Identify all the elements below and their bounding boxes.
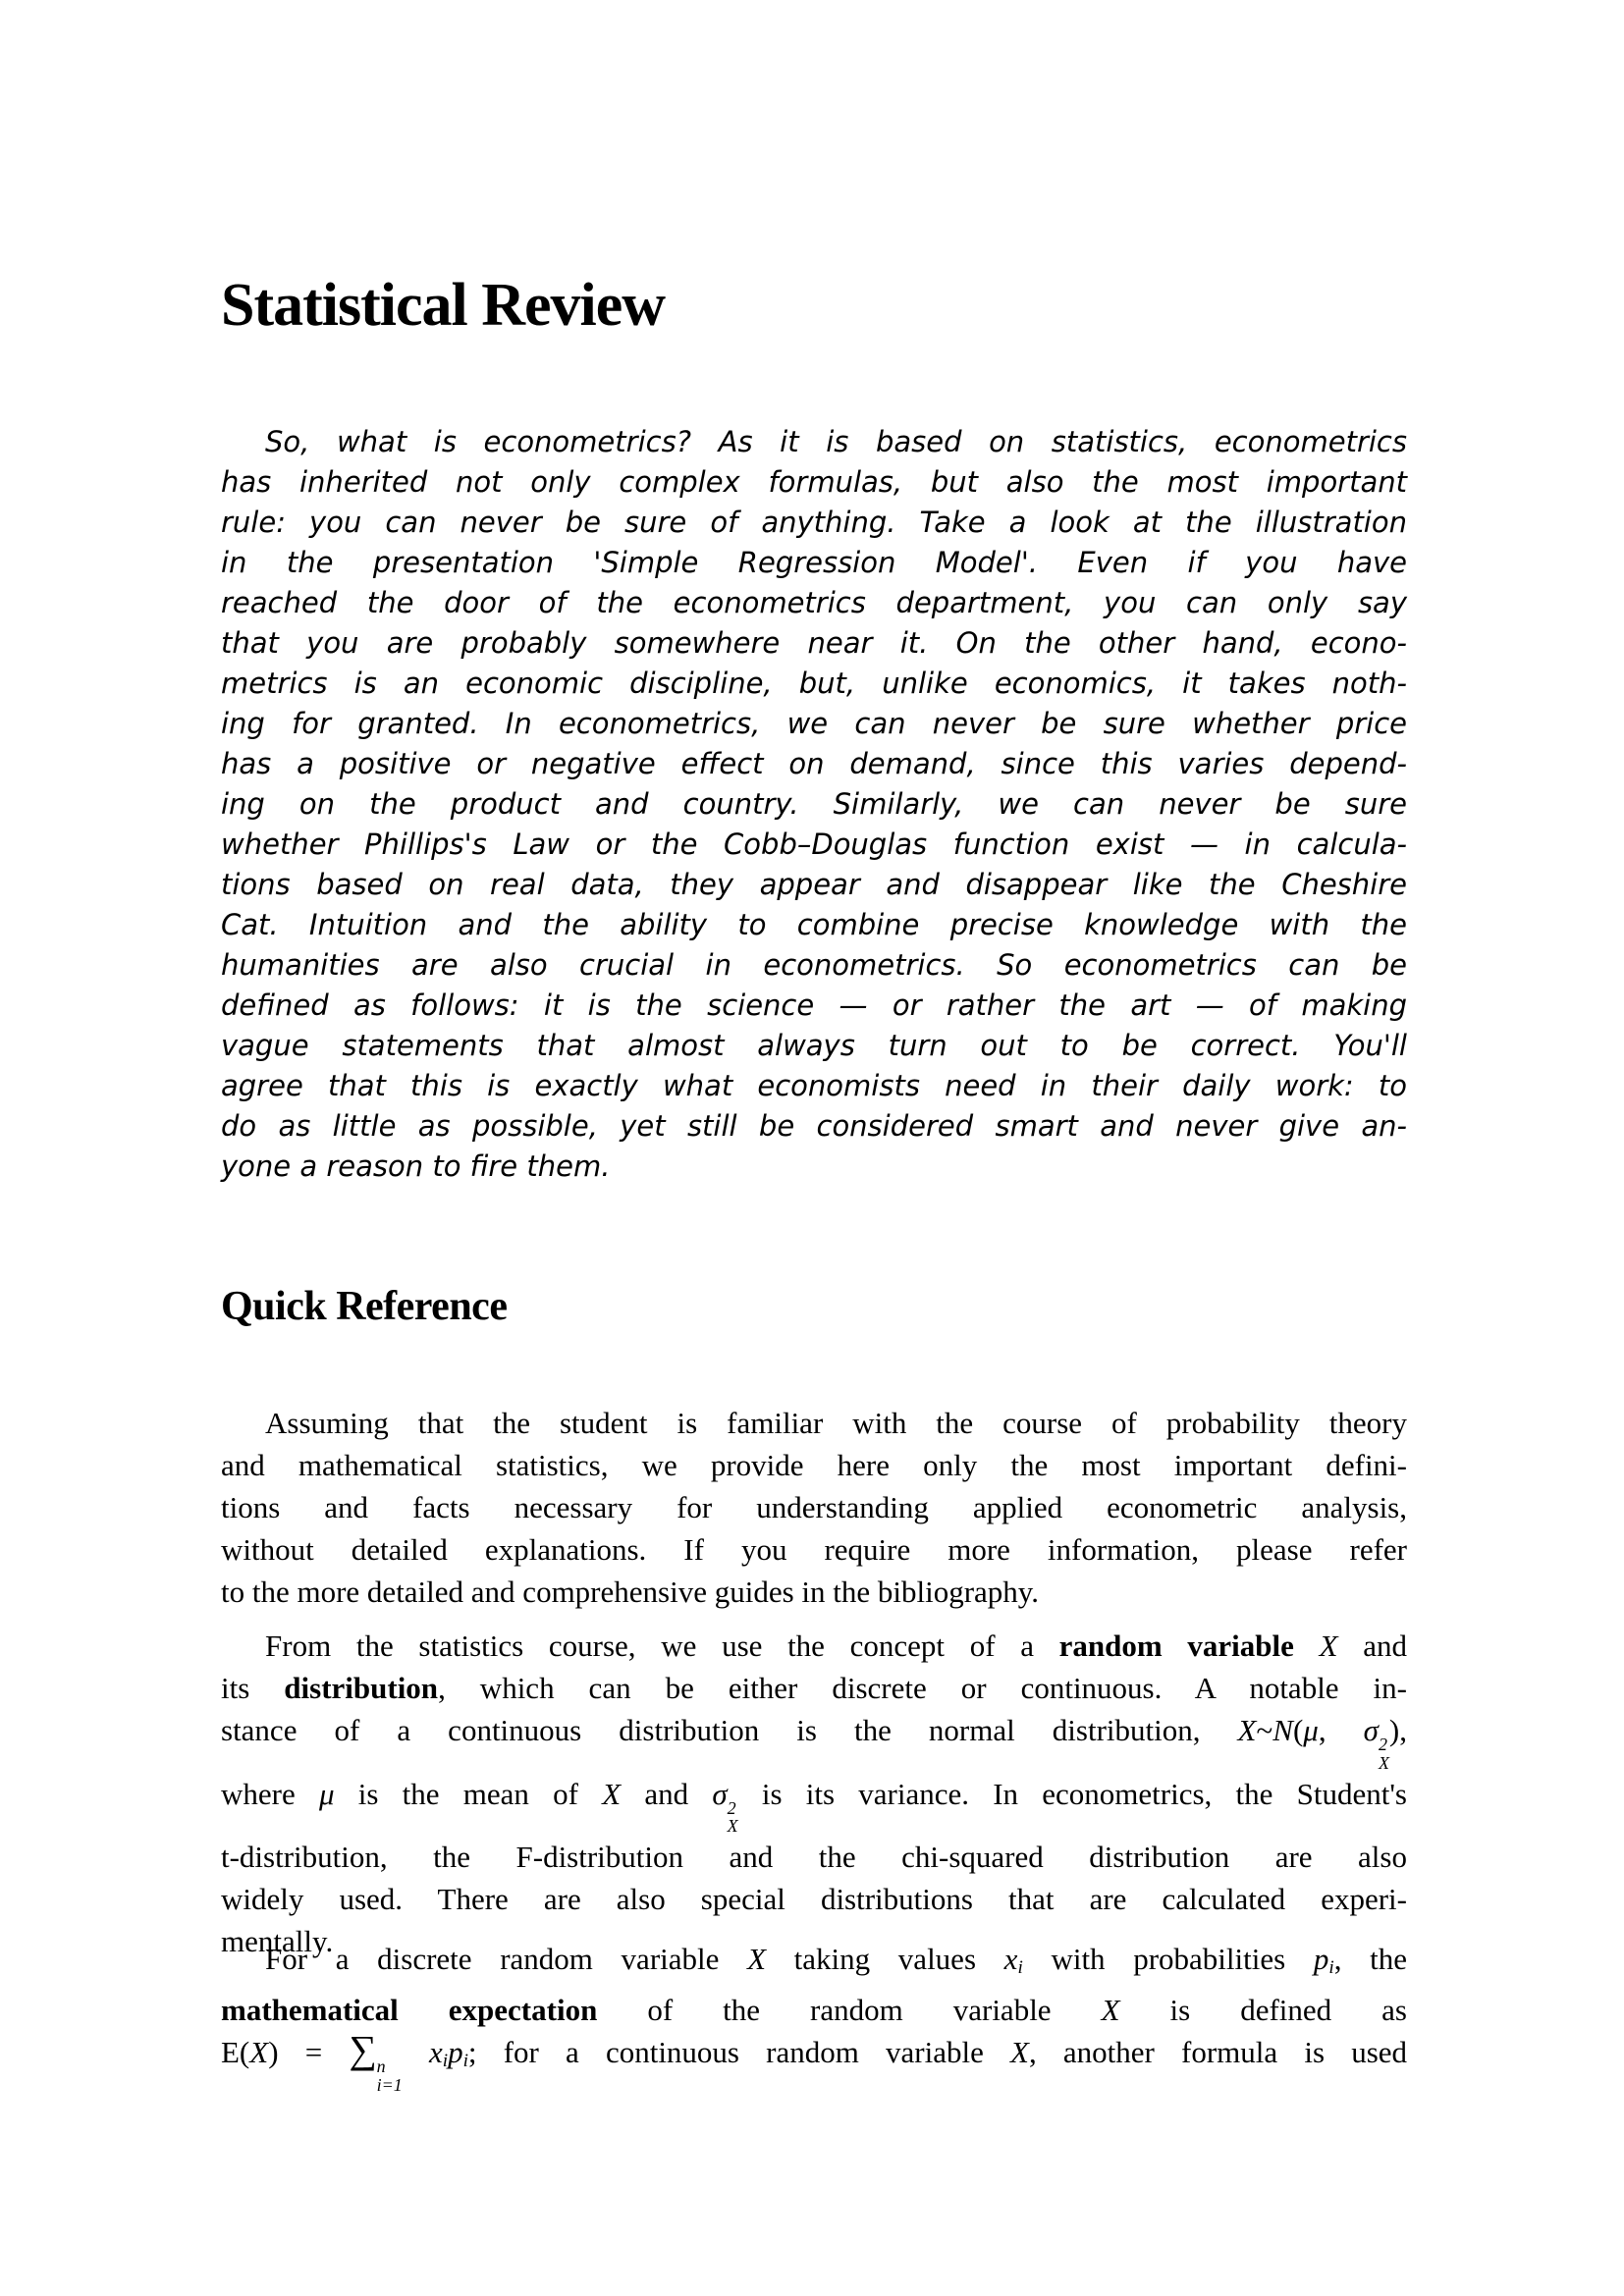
text-line: stance of a continuous distribution is the normal distribution, X~N(μ, σ 2 X ),	[221, 1713, 1407, 1773]
text-line: yone a reason to fire them.	[221, 1149, 611, 1183]
text-line: tions and facts necessary for understanding applied econometric analysis,	[221, 1490, 1407, 1524]
section-heading: Quick Reference	[221, 1284, 508, 1329]
text-line: do as little as possible, yet still be considered smart and never give an-	[221, 1109, 1407, 1143]
math-sup-sub: n i=1	[376, 2056, 403, 2095]
text-line: metrics is an economic discipline, but, unlike economics, it takes noth-	[221, 667, 1407, 700]
text-line: its distribution, which can be either discrete or continuous. A notable in-	[221, 1671, 1407, 1705]
text-line: that you are probably somewhere near it. On the other hand, econo-	[221, 626, 1407, 660]
text-line: rule: you can never be sure of anything. Take a look at the illustration	[221, 506, 1407, 539]
text-line: in the presentation 'Simple Regression Model'. Even if you have	[221, 546, 1407, 579]
text-line: From the statistics course, we use the concept of a random variable X and	[265, 1629, 1407, 1663]
text-line: reached the door of the econometrics department, you can only say	[221, 586, 1407, 619]
text-line: without detailed explanations. If you require more information, please refer	[221, 1532, 1407, 1567]
text-line: vague statements that almost always turn out to be correct. You'll	[221, 1029, 1407, 1062]
body-paragraph-random-variable	[221, 1625, 1407, 1962]
text-line: mentally.	[221, 1924, 334, 1959]
text-line: So, what is econometrics? As it is based on statistics, econometrics	[265, 425, 1407, 458]
text-line: Cat. Intuition and the ability to combine precise knowledge with the	[221, 908, 1407, 941]
text-line: humanities are also crucial in econometrics. So econometrics can be	[221, 948, 1407, 982]
text-line: Assuming that the student is familiar with the course of probability theory	[265, 1406, 1407, 1440]
text-line: E(X) = ∑ n i=1 xipi; for a continuous random variable X, another formula is used	[221, 2028, 1408, 2095]
text-line: to the more detailed and comprehensive guides in the bibliography.	[221, 1575, 1040, 1609]
text-line: mathematical expectation of the random variable X is defined as	[221, 1993, 1407, 2028]
text-line: has a positive or negative effect on demand, since this varies depend-	[221, 747, 1407, 780]
text-line: t-distribution, the F-distribution and the chi-squared distribution are also	[221, 1840, 1407, 1875]
page-title: Statistical Review	[221, 272, 666, 339]
text-line: ing on the product and country. Similarly, we can never be sure	[221, 787, 1407, 821]
text-line: whether Phillips's Law or the Cobb–Douglas function exist — in calcula-	[221, 828, 1407, 861]
text-line: where μ is the mean of X and σ 2 X is its variance. In econometrics, the Student's	[221, 1776, 1407, 1837]
text-line: agree that this is exactly what economists need in their daily work: to	[221, 1069, 1407, 1102]
text-line: and mathematical statistics, we provide here only the most important defini-	[221, 1448, 1407, 1482]
body-paragraph-expectation	[221, 1938, 1407, 2095]
text-line: For a discrete random variable X taking values xi with probabilities pi, the	[265, 1942, 1407, 1979]
body-paragraph-assumptions	[221, 1402, 1407, 1613]
text-line: defined as follows: it is the science — or rather the art — of making	[221, 988, 1407, 1022]
text-line: tions based on real data, they appear and disappear like the Cheshire	[221, 868, 1407, 901]
intro-paragraph	[221, 422, 1407, 1187]
math-sup-sub: 2 X	[1378, 1734, 1389, 1773]
text-line: widely used. There are also special distributions that are calculated experi-	[221, 1882, 1407, 1917]
text-line: has inherited not only complex formulas, but also the most important	[221, 465, 1407, 499]
math-sup-sub: 2 X	[727, 1797, 738, 1837]
text-line: ing for granted. In econometrics, we can never be sure whether price	[221, 707, 1407, 740]
